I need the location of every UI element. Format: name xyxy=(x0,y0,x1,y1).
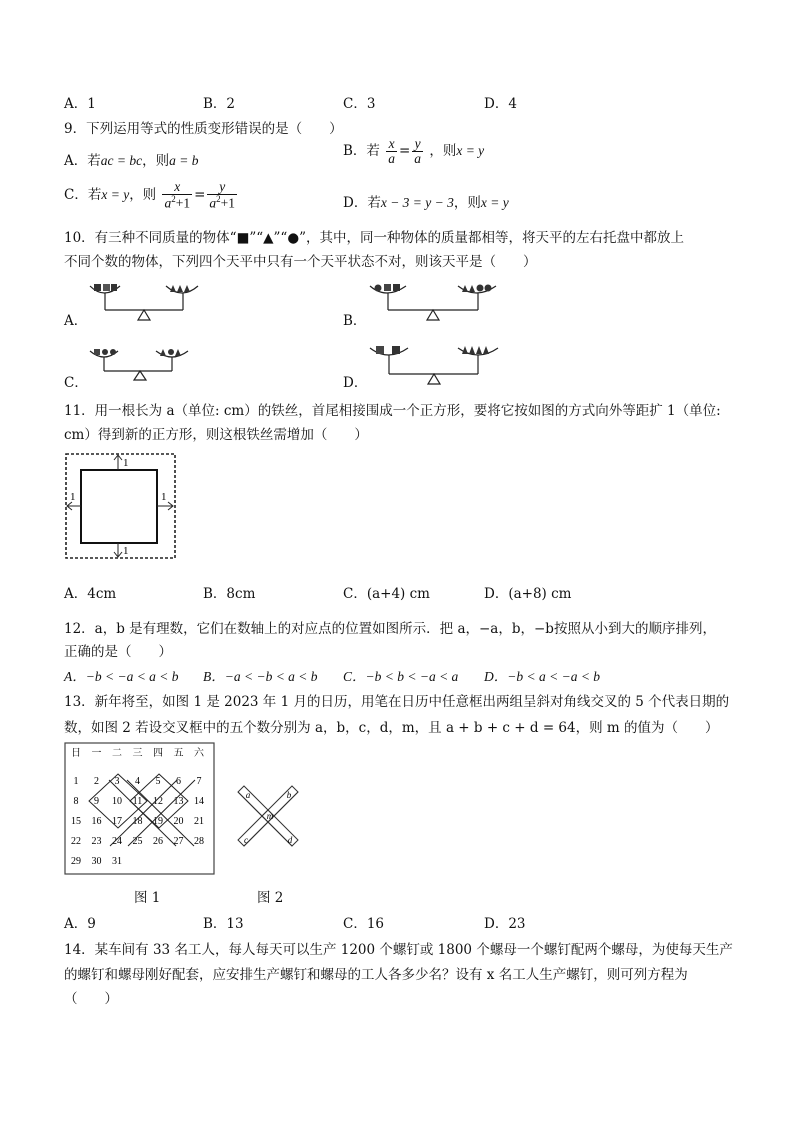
q10-stem-line2: 不同个数的物体，下列四个天平中只有一个天平状态不对，则该天平是（ ） xyxy=(64,254,537,270)
q14-stem-line1: 14．某车间有 33 名工人，每人每天可以生产 1200 个螺钉或 1800 个螺母一个螺钉配两个螺母，为使每天生产 xyxy=(64,942,733,958)
q10-stem-line1: 10．有三种不同质量的物体“■”“▲”“●”，其中，同一种物体的质量都相等，将天平的左右托盘中都放上 xyxy=(64,230,685,246)
fig-label-bottom: 1 xyxy=(123,545,129,557)
calendar-day: 12 xyxy=(153,796,163,807)
q8-option-d: D．4 xyxy=(484,96,517,112)
fig-label-top: 1 xyxy=(123,457,129,469)
calendar-day: 23 xyxy=(91,836,102,847)
fig1-caption: 图 1 xyxy=(134,890,161,906)
balance-d-figure xyxy=(368,344,502,386)
fig-label-left: 1 xyxy=(70,491,76,503)
calendar-day: 25 xyxy=(132,836,143,847)
q13-option-b: B．13 xyxy=(203,916,244,932)
calendar-weekday: 一 xyxy=(91,748,102,759)
q12-option-b: B．−a < −b < a < b xyxy=(203,669,318,684)
calendar-day: 31 xyxy=(112,856,122,867)
q10-option-c: C． xyxy=(64,375,88,391)
q13-option-a: A．9 xyxy=(64,916,96,932)
q12-option-c: C．−b < b < −a < a xyxy=(343,669,459,684)
q9-option-c: C．若x = y，则 $\frac{x}{a^2+1}$ = $\frac{y}{a^2+1}$ xyxy=(64,179,236,211)
calendar-day: 1 xyxy=(73,776,79,787)
fig2-letter-d: d xyxy=(287,835,293,845)
calendar-day: 27 xyxy=(173,836,184,847)
calendar-day: 8 xyxy=(73,796,79,807)
calendar-weekday: 四 xyxy=(153,748,163,759)
calendar-weekday: 五 xyxy=(173,748,184,759)
q12-stem-line1: 12．a，b 是有理数，它们在数轴上的对应点的位置如图所示．把 a，−a，b，−b按照从小到大的顺序排列， xyxy=(64,621,716,637)
q11-stem-line2: cm）得到新的正方形，则这根铁丝需增加（ ） xyxy=(64,427,368,443)
calendar-day: 9 xyxy=(94,796,99,807)
q14-stem-line2: 的螺钉和螺母刚好配套，应安排生产螺钉和螺母的工人各多少名？设有 x 名工人生产螺钉，则可列方程为 xyxy=(64,967,688,983)
balance-b-figure xyxy=(368,282,500,322)
q8-option-a: A．1 xyxy=(64,96,96,112)
fig2-letter-b: b xyxy=(286,790,292,800)
q11-option-b: B．8cm xyxy=(203,586,256,602)
q10-option-d: D． xyxy=(343,375,368,391)
calendar-day: 18 xyxy=(132,816,143,827)
calendar-day: 6 xyxy=(176,776,181,787)
calendar-day: 2 xyxy=(94,776,99,787)
calendar-day: 3 xyxy=(114,776,120,787)
calendar-day: 22 xyxy=(71,836,81,847)
q8-option-b: B．2 xyxy=(203,96,236,112)
calendar-day: 15 xyxy=(71,816,81,827)
calendar-day: 5 xyxy=(155,776,161,787)
calendar-day: 24 xyxy=(112,836,122,847)
calendar-weekday: 二 xyxy=(112,748,122,759)
calendar-day: 13 xyxy=(173,796,184,807)
q11-option-c: C．(a+4) cm xyxy=(343,586,430,602)
q11-option-a: A．4cm xyxy=(64,586,117,602)
fig2-letter-c: c xyxy=(244,835,248,845)
calendar-day: 20 xyxy=(173,816,184,827)
calendar-day: 14 xyxy=(194,796,204,807)
calendar-day: 17 xyxy=(112,816,122,827)
calendar-weekday: 日 xyxy=(71,748,81,759)
calendar-day: 11 xyxy=(132,796,143,807)
q11-option-d: D．(a+8) cm xyxy=(484,586,572,602)
calendar-day: 7 xyxy=(196,776,202,787)
q9-option-b: B．若 $\frac{x}{a}$ = $\frac{y}{a}$ ，则x = y xyxy=(343,136,485,167)
q13-option-d: D．23 xyxy=(484,916,526,932)
fig2-letter-a: a xyxy=(245,790,251,800)
calendar-day: 10 xyxy=(112,796,122,807)
calendar-day: 19 xyxy=(153,816,163,827)
q12-option-d: D．−b < a < −a < b xyxy=(484,669,601,684)
calendar-day: 28 xyxy=(194,836,204,847)
calendar-figure xyxy=(64,742,216,876)
calendar-weekday: 三 xyxy=(132,748,143,759)
q9-option-d: D．若x − 3 = y − 3，则x = y xyxy=(343,195,509,211)
calendar-day: 16 xyxy=(91,816,102,827)
q8-option-c: C．3 xyxy=(343,96,376,112)
q10-option-b: B． xyxy=(343,313,367,329)
calendar-day: 21 xyxy=(194,816,204,827)
calendar-day: 29 xyxy=(71,856,81,867)
fig2-letter-m: m xyxy=(266,811,274,821)
q10-option-a: A． xyxy=(64,313,88,329)
calendar-day: 4 xyxy=(135,776,140,787)
cross-frame-figure xyxy=(232,780,304,852)
fig-label-right: 1 xyxy=(161,491,167,503)
q13-option-c: C．16 xyxy=(343,916,385,932)
balance-a-figure xyxy=(88,282,200,322)
calendar-day: 30 xyxy=(91,856,102,867)
fig2-caption: 图 2 xyxy=(257,890,284,906)
q13-stem-line1: 13．新年将至，如图 1 是 2023 年 1 月的日历，用笔在日历中任意框出两组呈斜对角线交叉的 5 个代表日期的 xyxy=(64,694,730,710)
square-expand-figure xyxy=(62,450,180,562)
q12-stem-line2: 正确的是（ ） xyxy=(64,644,172,660)
q9-stem: 9．下列运用等式的性质变形错误的是（ ） xyxy=(64,121,343,137)
q12-option-a: A．−b < −a < a < b xyxy=(64,669,179,684)
balance-c-figure xyxy=(88,347,194,383)
q14-stem-line3: （ ） xyxy=(64,991,118,1007)
q9-option-a: A．若ac = bc，则a = b xyxy=(64,153,199,169)
calendar-weekday: 六 xyxy=(194,748,204,759)
q11-stem-line1: 11．用一根长为 a（单位: cm）的铁丝，首尾相接围成一个正方形，要将它按如图的方式向外等距扩 1（单位: xyxy=(64,403,721,419)
q13-stem-line2: 数，如图 2 若设交叉框中的五个数分别为 a，b，c，d，m，且 a + b + c + d = 64，则 m 的值为（ ） xyxy=(64,720,719,736)
calendar-day: 26 xyxy=(153,836,163,847)
